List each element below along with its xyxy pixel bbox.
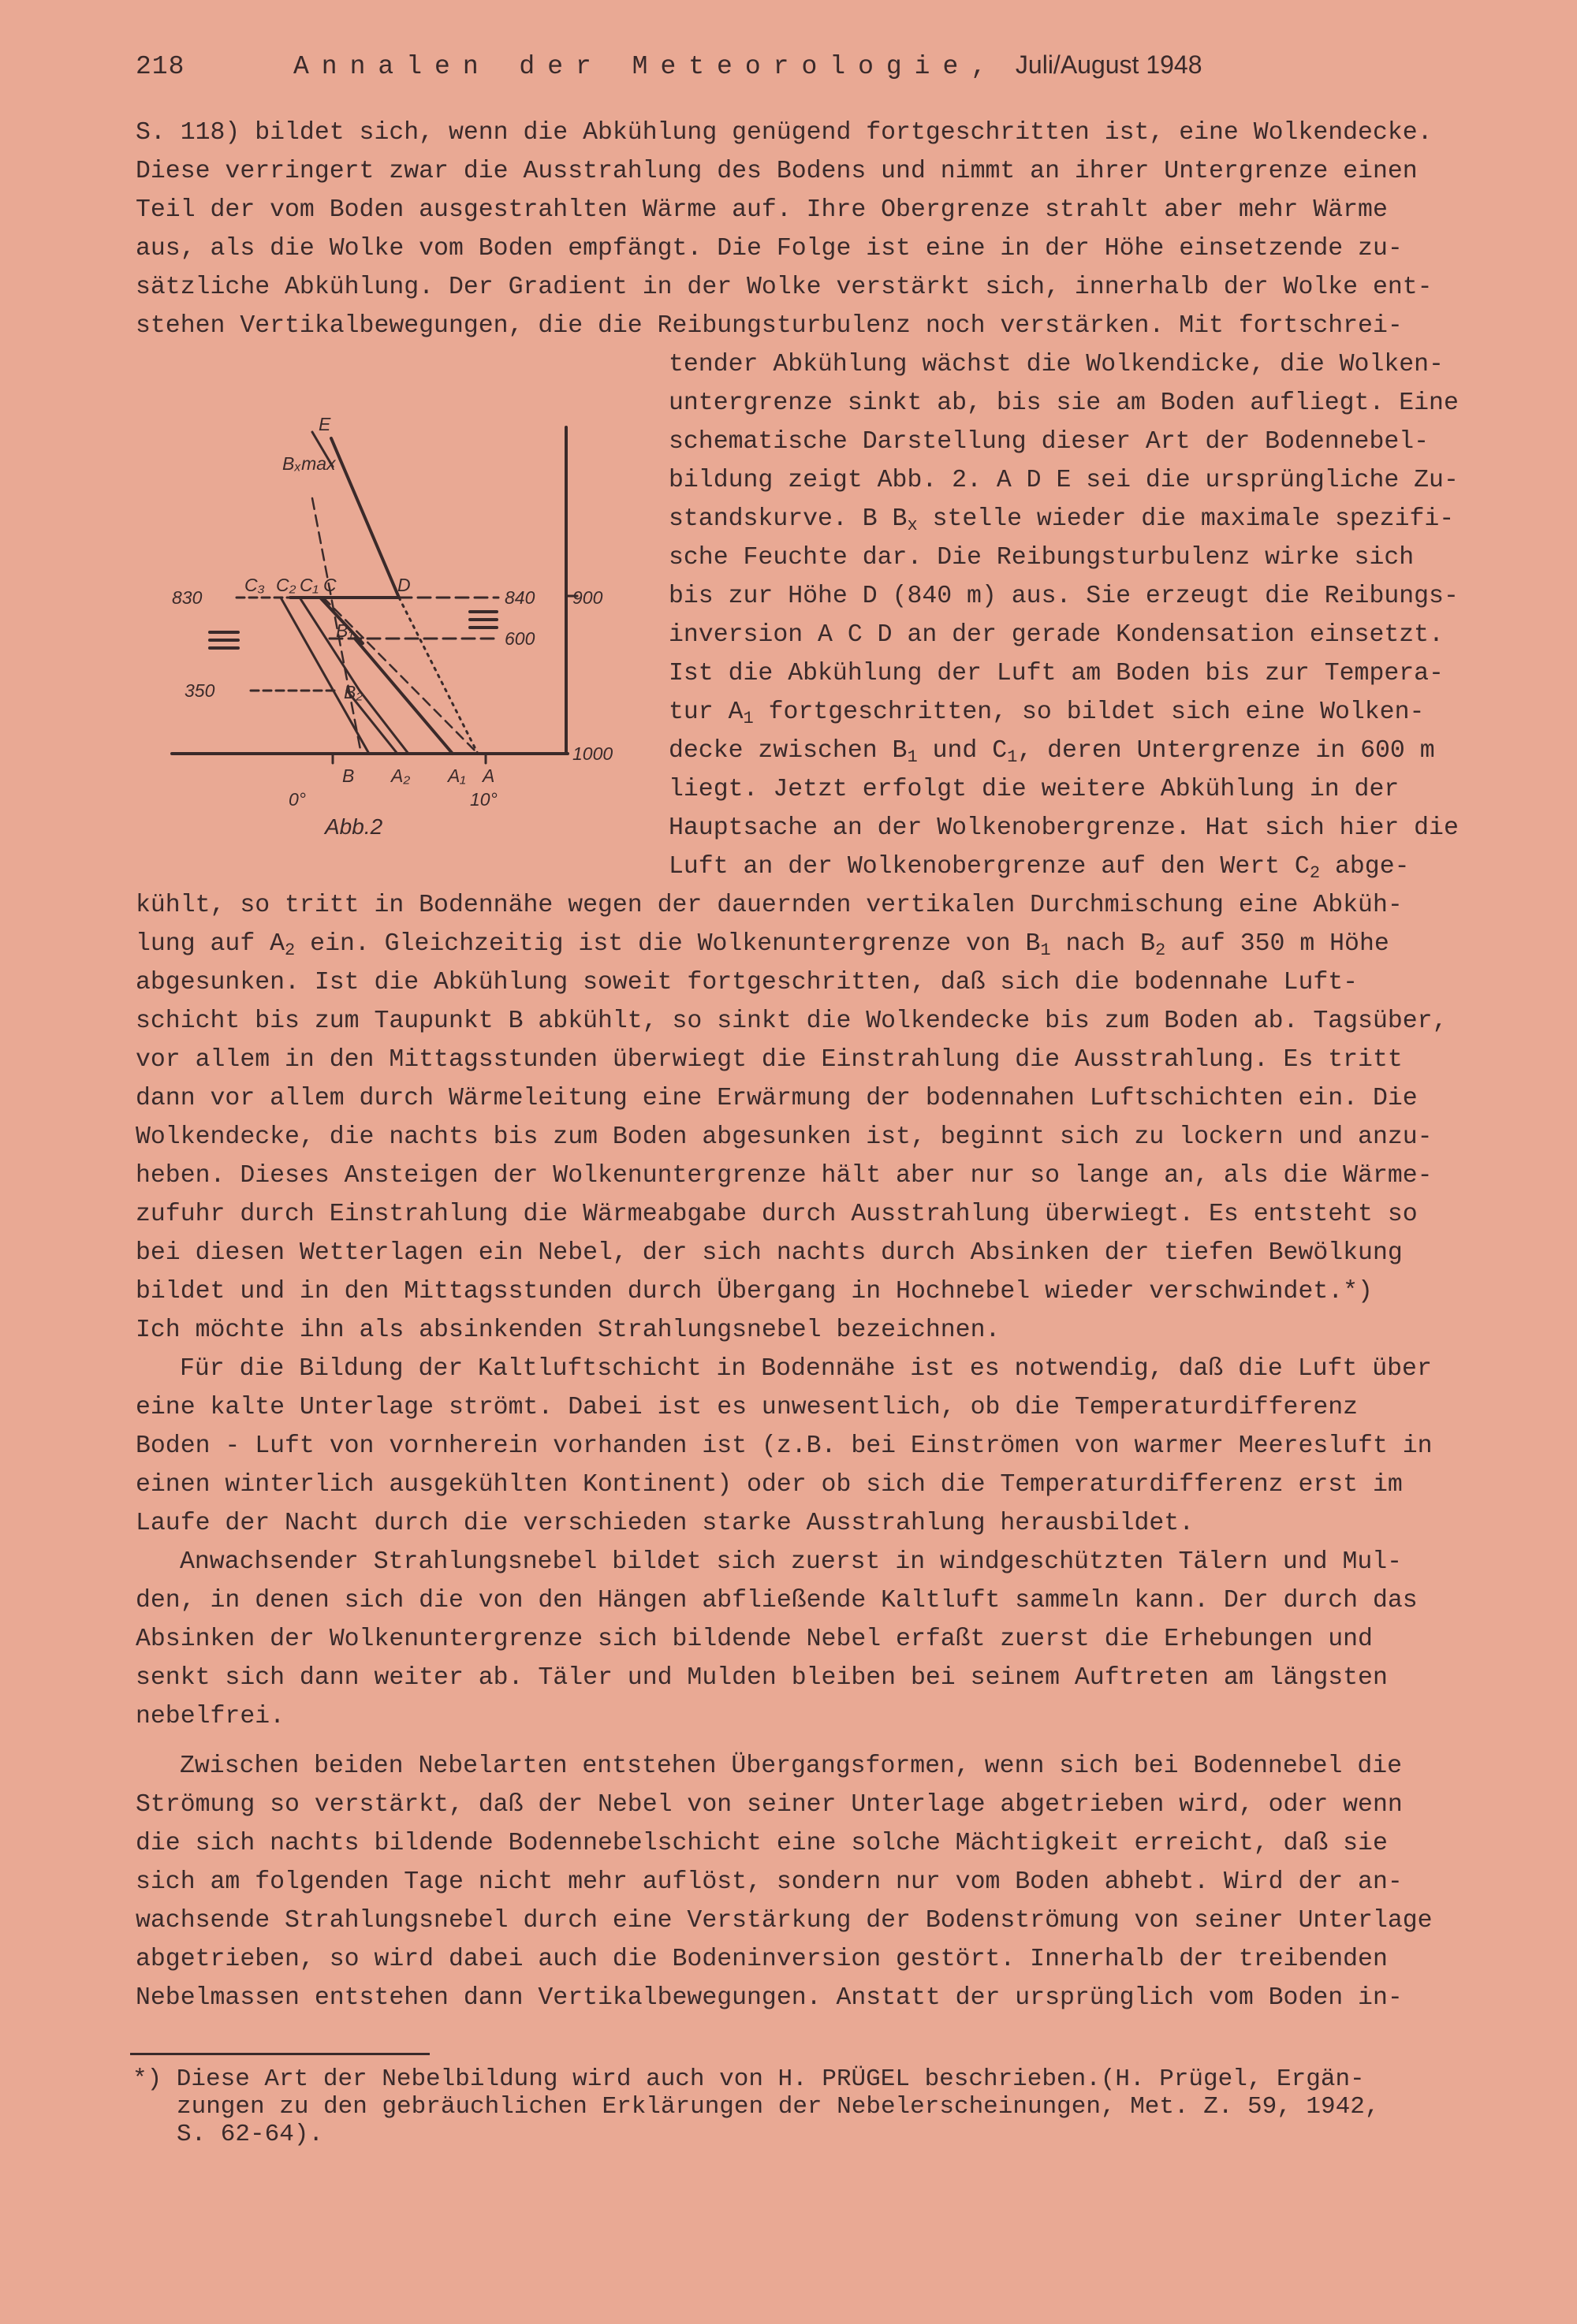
text-line: nebelfrei. — [136, 1703, 285, 1730]
text-fragment: , deren Untergrenze in 600 m — [1017, 737, 1435, 765]
footnote-rule — [130, 2053, 430, 2055]
label-bxmax: Bₓmax — [282, 453, 336, 474]
text-fragment: ein. Gleichzeitig ist die Wolkenuntergrenze von B — [295, 930, 1041, 958]
label-600: 600 — [505, 628, 535, 649]
label-b: B — [342, 765, 355, 786]
text-line: zufuhr durch Einstrahlung die Wärmeabgabe durch Ausstrahlung überwiegt. Es entsteht so — [136, 1201, 1418, 1228]
text-fragment: decke zwischen B — [669, 737, 908, 765]
text-line: abgetrieben, so wird dabei auch die Bodeninversion gestört. Innerhalb der treibenden — [136, 1946, 1388, 1973]
text-line: Boden - Luft von vornherein vorhanden ist (z.B. bei Einströmen von warmer Meeresluft in — [136, 1432, 1433, 1460]
text-line — [669, 693, 1459, 732]
label-830: 830 — [172, 587, 203, 608]
text-line: Laufe der Nacht durch die verschieden starke Ausstrahlung herausbildet. — [136, 1510, 1195, 1537]
text-line: einen winterlich ausgekühlten Kontinent) oder ob sich die Temperaturdifferenz erst im — [136, 1471, 1403, 1499]
footnote — [132, 2065, 1379, 2148]
fog-symbol-left — [210, 632, 238, 648]
text-line: liegt. Jetzt erfolgt die weitere Abkühlung in der — [669, 776, 1400, 803]
text-fragment: tur A — [669, 698, 744, 726]
text-line: Ich möchte ihn als absinkenden Strahlungsnebel bezeichnen. — [136, 1317, 1001, 1344]
text-line: Diese verringert zwar die Ausstrahlung des Bodens und nimmt an ihrer Untergrenze einen — [136, 158, 1418, 185]
text-line: eine kalte Unterlage strömt. Dabei ist es unwesentlich, ob die Temperaturdifferenz — [136, 1394, 1359, 1421]
label-840: 840 — [505, 587, 535, 608]
text-line: Ist die Abkühlung der Luft am Boden bis zur Tempera- — [669, 660, 1444, 687]
text-fragment: stelle wieder die maximale spezifi- — [917, 505, 1455, 533]
figure-abb-2 — [158, 410, 631, 851]
label-c1: C₁ — [300, 575, 319, 595]
state-curve-upper — [331, 438, 399, 598]
text-line: die sich nachts bildende Bodennebelschicht eine solche Mächtigkeit erreicht, daß sie — [136, 1830, 1388, 1857]
text-line — [669, 732, 1459, 770]
cloud-b2-a2 — [360, 691, 408, 754]
label-350: 350 — [185, 680, 215, 701]
text-line: abgesunken. Ist die Abkühlung soweit fortgeschritten, daß sich die bodennahe Luft- — [136, 969, 1359, 996]
text-line: Wolkendecke, die nachts bis zum Boden abgesunken ist, beginnt sich zu lockern und anzu- — [136, 1123, 1433, 1151]
text-line: sätzliche Abkühlung. Der Gradient in der Wolke verstärkt sich, innerhalb der Wolke ent- — [136, 274, 1433, 301]
fog-symbol-right — [470, 612, 497, 628]
subscript: 1 — [1007, 747, 1018, 767]
text-line — [669, 500, 1459, 538]
label-c3: C₃ — [244, 575, 265, 595]
label-10deg: 10° — [470, 789, 498, 810]
text-line: Anwachsender Strahlungsnebel bildet sich zuerst in windgeschützten Tälern und Mul- — [180, 1548, 1403, 1576]
label-e: E — [319, 414, 331, 434]
label-d: D — [397, 575, 411, 595]
running-header — [136, 50, 1476, 81]
label-a2: A₂ — [391, 765, 411, 786]
text-line: dann vor allem durch Wärmeleitung eine Erwärmung der bodennahen Luftschichten ein. Die — [136, 1085, 1418, 1112]
cloud-c3-b — [281, 598, 369, 754]
main-paragraph — [136, 886, 1447, 1736]
label-c: C — [323, 575, 337, 595]
text-line — [669, 847, 1459, 886]
label-c2: C₂ — [276, 575, 296, 595]
text-line: tender Abkühlung wächst die Wolkendicke, die Wolken- — [669, 351, 1444, 378]
text-line: untergrenze sinkt ab, bis sie am Boden aufliegt. Eine — [669, 389, 1459, 417]
side-paragraph — [669, 345, 1459, 886]
subscript: 1 — [907, 747, 918, 767]
text-line: Absinken der Wolkenuntergrenze sich bildende Nebel erfaßt zuerst die Erhebungen und — [136, 1626, 1373, 1653]
text-line: Hauptsache an der Wolkenobergrenze. Hat sich hier die — [669, 814, 1459, 842]
text-line: wachsende Strahlungsnebel durch eine Verstärkung der Bodenströmung von seiner Unterlage — [136, 1907, 1433, 1935]
label-b1: B₁ — [336, 620, 354, 641]
text-line: bildung zeigt Abb. 2. A D E sei die ursprüngliche Zu- — [669, 467, 1459, 494]
text-line: schicht bis zum Taupunkt B abkühlt, so sinkt die Wolkendecke bis zum Boden ab. Tagsüber, — [136, 1007, 1448, 1035]
text-line: inversion A C D an der gerade Kondensation einsetzt. — [669, 621, 1444, 649]
label-a: A — [483, 765, 495, 786]
text-fragment: standskurve. B B — [669, 505, 908, 533]
cloud-c2-b2 — [300, 598, 360, 691]
text-line: bei diesen Wetterlagen ein Nebel, der sich nachts durch Absinken der tiefen Bewölkung — [136, 1239, 1403, 1267]
text-line: Nebelmassen entstehen dann Vertikalbewegungen. Anstatt der ursprünglich vom Boden in- — [136, 1984, 1403, 2012]
state-curve-dotted — [399, 598, 478, 754]
text-line: Für die Bildung der Kaltluftschicht in Bodennähe ist es notwendig, daß die Luft über — [180, 1355, 1432, 1383]
footnote-line: *) Diese Art der Nebelbildung wird auch von H. PRÜGEL beschrieben.(H. Prügel, Ergän- — [132, 2065, 1365, 2093]
subscript: 2 — [1309, 863, 1321, 883]
text-line: den, in denen sich die von den Hängen abfließende Kaltluft sammeln kann. Der durch das — [136, 1587, 1418, 1615]
label-0deg: 0° — [289, 789, 306, 810]
label-1000: 1000 — [572, 743, 613, 764]
label-900: 900 — [572, 587, 603, 608]
text-fragment: nach B — [1050, 930, 1155, 958]
label-b2: B₂ — [344, 682, 363, 702]
text-line: sche Feuchte dar. Die Reibungsturbulenz wirke sich — [669, 544, 1415, 572]
text-line: Strömung so verstärkt, daß der Nebel von seiner Unterlage abgetrieben wird, oder wenn — [136, 1791, 1403, 1819]
footnote-line: S. 62-64). — [177, 2121, 324, 2148]
text-line — [136, 925, 1447, 963]
text-fragment: lung auf A — [136, 930, 285, 958]
text-line: Teil der vom Boden ausgestrahlten Wärme auf. Ihre Obergrenze strahlt aber mehr Wärme — [136, 196, 1388, 224]
text-line: sich am folgenden Tage nicht mehr auflöst, sondern nur vom Boden abhebt. Wird der an- — [136, 1868, 1403, 1896]
intro-paragraph — [136, 114, 1433, 345]
text-line: aus, als die Wolke vom Boden empfängt. Die Folge ist eine in der Höhe einsetzende zu- — [136, 235, 1403, 263]
text-fragment: fortgeschritten, so bildet sich eine Wolken- — [753, 698, 1425, 726]
subscript: 1 — [1040, 940, 1051, 960]
subscript: 1 — [743, 709, 754, 728]
text-line: S. 118) bildet sich, wenn die Abkühlung genügend fortgeschritten ist, eine Wolkendecke. — [136, 119, 1433, 147]
subscript: 2 — [285, 940, 296, 960]
text-line: stehen Vertikalbewegungen, die die Reibungsturbulenz noch verstärken. Mit fortschrei- — [136, 312, 1403, 340]
text-line: senkt sich dann weiter ab. Täler und Mulden bleiben bei seinem Auftreten am längsten — [136, 1664, 1388, 1692]
text-line: bildet und in den Mittagsstunden durch Übergang in Hochnebel wieder verschwindet.*) — [136, 1278, 1373, 1305]
subscript: 2 — [1154, 940, 1166, 960]
issue-date: Juli/August 1948 — [1015, 50, 1202, 79]
text-line: Zwischen beiden Nebelarten entstehen Übergangsformen, wenn sich bei Bodennebel die — [180, 1752, 1403, 1780]
text-fragment: und C — [917, 737, 1008, 765]
paragraph-4 — [136, 1747, 1433, 2017]
text-line: vor allem in den Mittagsstunden überwiegt die Einstrahlung die Ausstrahlung. Es tritt — [136, 1046, 1403, 1074]
text-line: bis zur Höhe D (840 m) aus. Sie erzeugt die Reibungs- — [669, 583, 1459, 610]
text-fragment: auf 350 m Höhe — [1165, 930, 1389, 958]
label-a1: A₁ — [448, 765, 466, 786]
fog-formation-diagram — [158, 410, 631, 851]
text-line: schematische Darstellung dieser Art der Bodennebel- — [669, 428, 1430, 456]
text-line: kühlt, so tritt in Bodennähe wegen der dauernden vertikalen Durchmischung eine Abküh- — [136, 892, 1403, 919]
text-fragment: Luft an der Wolkenobergrenze auf den Wert C — [669, 853, 1310, 881]
cloud-b1-a1 — [355, 639, 453, 754]
text-fragment: abge- — [1320, 853, 1410, 881]
journal-title: Annalen der Meteorologie, — [293, 52, 1000, 81]
page-number: 218 — [136, 52, 185, 81]
text-line: heben. Dieses Ansteigen der Wolkenuntergrenze hält aber nur so lange an, als die Wärme- — [136, 1162, 1433, 1190]
footnote-line: zungen zu den gebräuchlichen Erklärungen der Nebelerscheinungen, Met. Z. 59, 1942, — [177, 2093, 1380, 2121]
figure-caption: Abb.2 — [325, 814, 383, 839]
subscript: x — [907, 516, 918, 535]
